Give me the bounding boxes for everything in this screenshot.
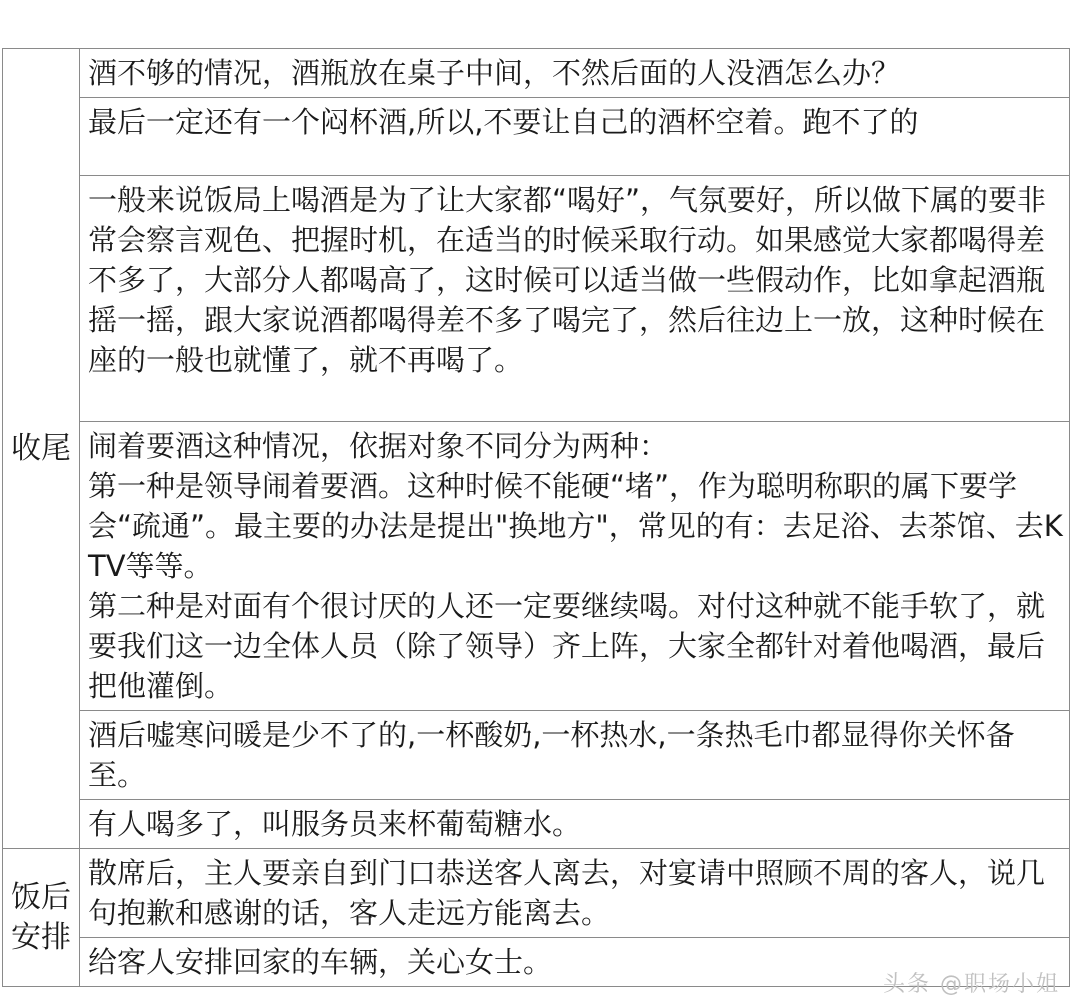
category-cell-after-meal: 饭后 安排 [3, 849, 80, 987]
table-row [3, 98, 1070, 176]
table-row [3, 711, 1070, 800]
content-cell: 酒不够的情况，酒瓶放在桌子中间，不然后面的人没酒怎么办？ [80, 49, 1070, 98]
table-row [3, 849, 1070, 938]
watermark: 头条 @职场小姐 [883, 972, 1060, 997]
content-cell: 最后一定还有一个闷杯酒,所以,不要让自己的酒杯空着。跑不了的 [80, 98, 1070, 176]
table-row [3, 800, 1070, 849]
content-cell: 酒后嘘寒问暖是少不了的,一杯酸奶,一杯热水,一条热毛巾都显得你关怀备至。 [80, 711, 1070, 800]
category-cell-closing: 收尾 [3, 49, 80, 849]
content-cell: 给客人安排回家的车辆，关心女士。 [80, 938, 1070, 987]
table-row [3, 422, 1070, 711]
content-cell: 有人喝多了，叫服务员来杯葡萄糖水。 [80, 800, 1070, 849]
content-cell: 散席后，主人要亲自到门口恭送客人离去，对宴请中照顾不周的客人，说几句抱歉和感谢的话，客人走远方能离去。 [80, 849, 1070, 938]
content-cell: 闹着要酒这种情况，依据对象不同分为两种： 第一种是领导闹着要酒。这种时候不能硬“堵”，作为聪明称职的属下要学会“疏通”。最主要的办法是提出"换地方"，常见的有：去足浴、去茶馆、去KTV等等。 第二种是对面有个很讨厌的人还一定要继续喝。对付这种就不能手软了，就要我们这一边全体人员（除了领导）齐上阵，大家全都针对着他喝酒，最后把他灌倒。 [80, 422, 1070, 711]
table-row [3, 49, 1070, 98]
table-row [3, 176, 1070, 422]
content-cell: 一般来说饭局上喝酒是为了让大家都“喝好”，气氛要好，所以做下属的要非常会察言观色、把握时机，在适当的时候采取行动。如果感觉大家都喝得差不多了，大部分人都喝高了，这时候可以适当做一些假动作，比如拿起酒瓶摇一摇，跟大家说酒都喝得差不多了喝完了，然后往边上一放，这种时候在座的一般也就懂了，就不再喝了。 [80, 176, 1070, 422]
etiquette-table [2, 48, 1070, 987]
